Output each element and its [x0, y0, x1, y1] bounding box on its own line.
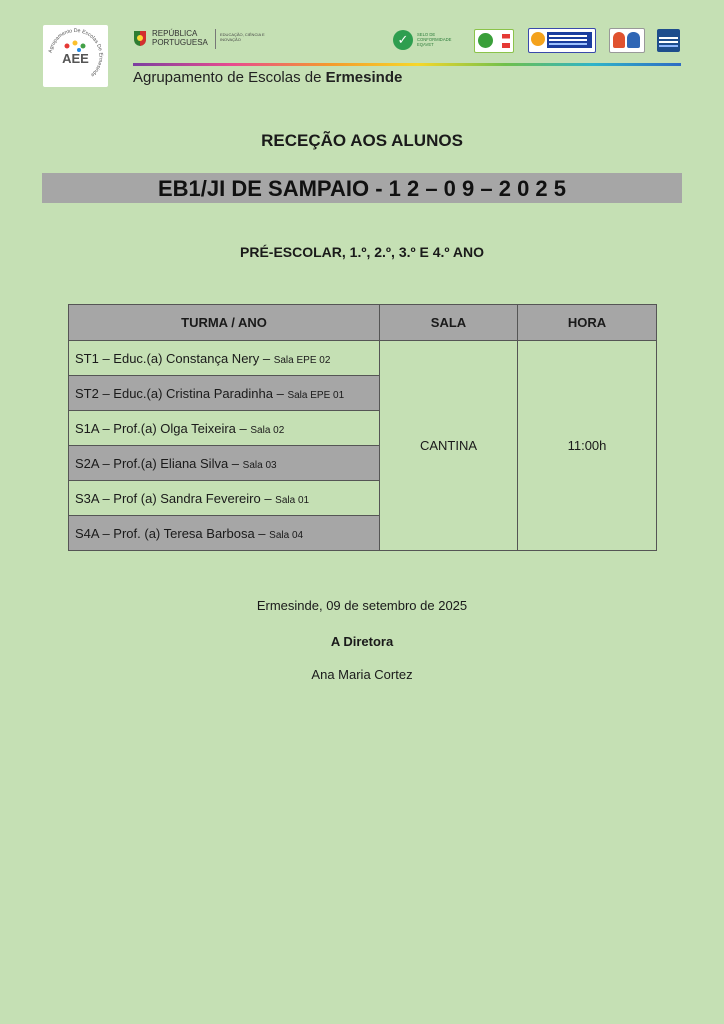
aee-logo [43, 25, 108, 87]
header-hora: HORA [518, 305, 657, 341]
aee-logo-letters: AEE [62, 51, 89, 66]
republica-text: REPÚBLICA PORTUGUESA [152, 29, 208, 47]
table-header-row [69, 305, 657, 341]
escola-saudavel-badge [474, 29, 514, 53]
turma-cell: S1A – Prof.(a) Olga Teixeira – Sala 02 [69, 411, 380, 446]
turma-cell: S2A – Prof.(a) Eliana Silva – Sala 03 [69, 446, 380, 481]
school-date-text: EB1/JI DE SAMPAIO - 1 2 – 0 9 – 2 0 2 5 [158, 176, 566, 201]
table-row [69, 341, 657, 376]
seguranca-digital-badge [528, 28, 596, 53]
turma-cell: S3A – Prof (a) Sandra Fevereiro – Sala 01 [69, 481, 380, 516]
agrupamento-name: Agrupamento de Escolas de Ermesinde [133, 69, 403, 86]
bridge-school-badge [657, 29, 680, 52]
aee-logo-ring-text: Agrupamento De Escolas De Ermesinde [47, 27, 104, 78]
escola-leaf-icon [478, 33, 493, 48]
page-header [0, 0, 724, 95]
turma-cell: S4A – Prof. (a) Teresa Barbosa – Sala 04 [69, 516, 380, 551]
check-icon: ✓ [393, 30, 413, 50]
signatory-role: A Diretora [330, 634, 394, 649]
seal-icon [531, 32, 545, 46]
eqavet-badge: ✓ SELO DE CONFORMIDADE EQAVET [393, 30, 457, 50]
header-sala: SALA [380, 305, 518, 341]
sala-cell: CANTINA [380, 341, 518, 551]
turma-cell: ST2 – Educ.(a) Cristina Paradinha – Sala EPE 01 [69, 376, 380, 411]
kids-logo-badge [609, 28, 645, 53]
levels-subtitle: PRÉ-ESCOLAR, 1.º, 2.º, 3.º E 4.º ANO [240, 244, 484, 260]
ministry-text: EDUCAÇÃO, CIÊNCIA E INOVAÇÃO [220, 32, 265, 42]
schedule-table [68, 304, 657, 551]
hora-cell: 11:00h [518, 341, 657, 551]
signatory-name: Ana Maria Cortez [311, 667, 413, 682]
portugal-shield-icon [133, 30, 147, 47]
rainbow-rule [133, 63, 681, 66]
republica-portuguesa-logo [133, 28, 263, 50]
divider [215, 29, 216, 49]
header-turma: TURMA / ANO [69, 305, 380, 341]
document-title: RECEÇÃO AOS ALUNOS [261, 131, 463, 150]
place-date: Ermesinde, 09 de setembro de 2025 [256, 598, 468, 613]
turma-cell: ST1 – Educ.(a) Constança Nery – Sala EPE 02 [69, 341, 380, 376]
school-date-banner [42, 173, 682, 203]
